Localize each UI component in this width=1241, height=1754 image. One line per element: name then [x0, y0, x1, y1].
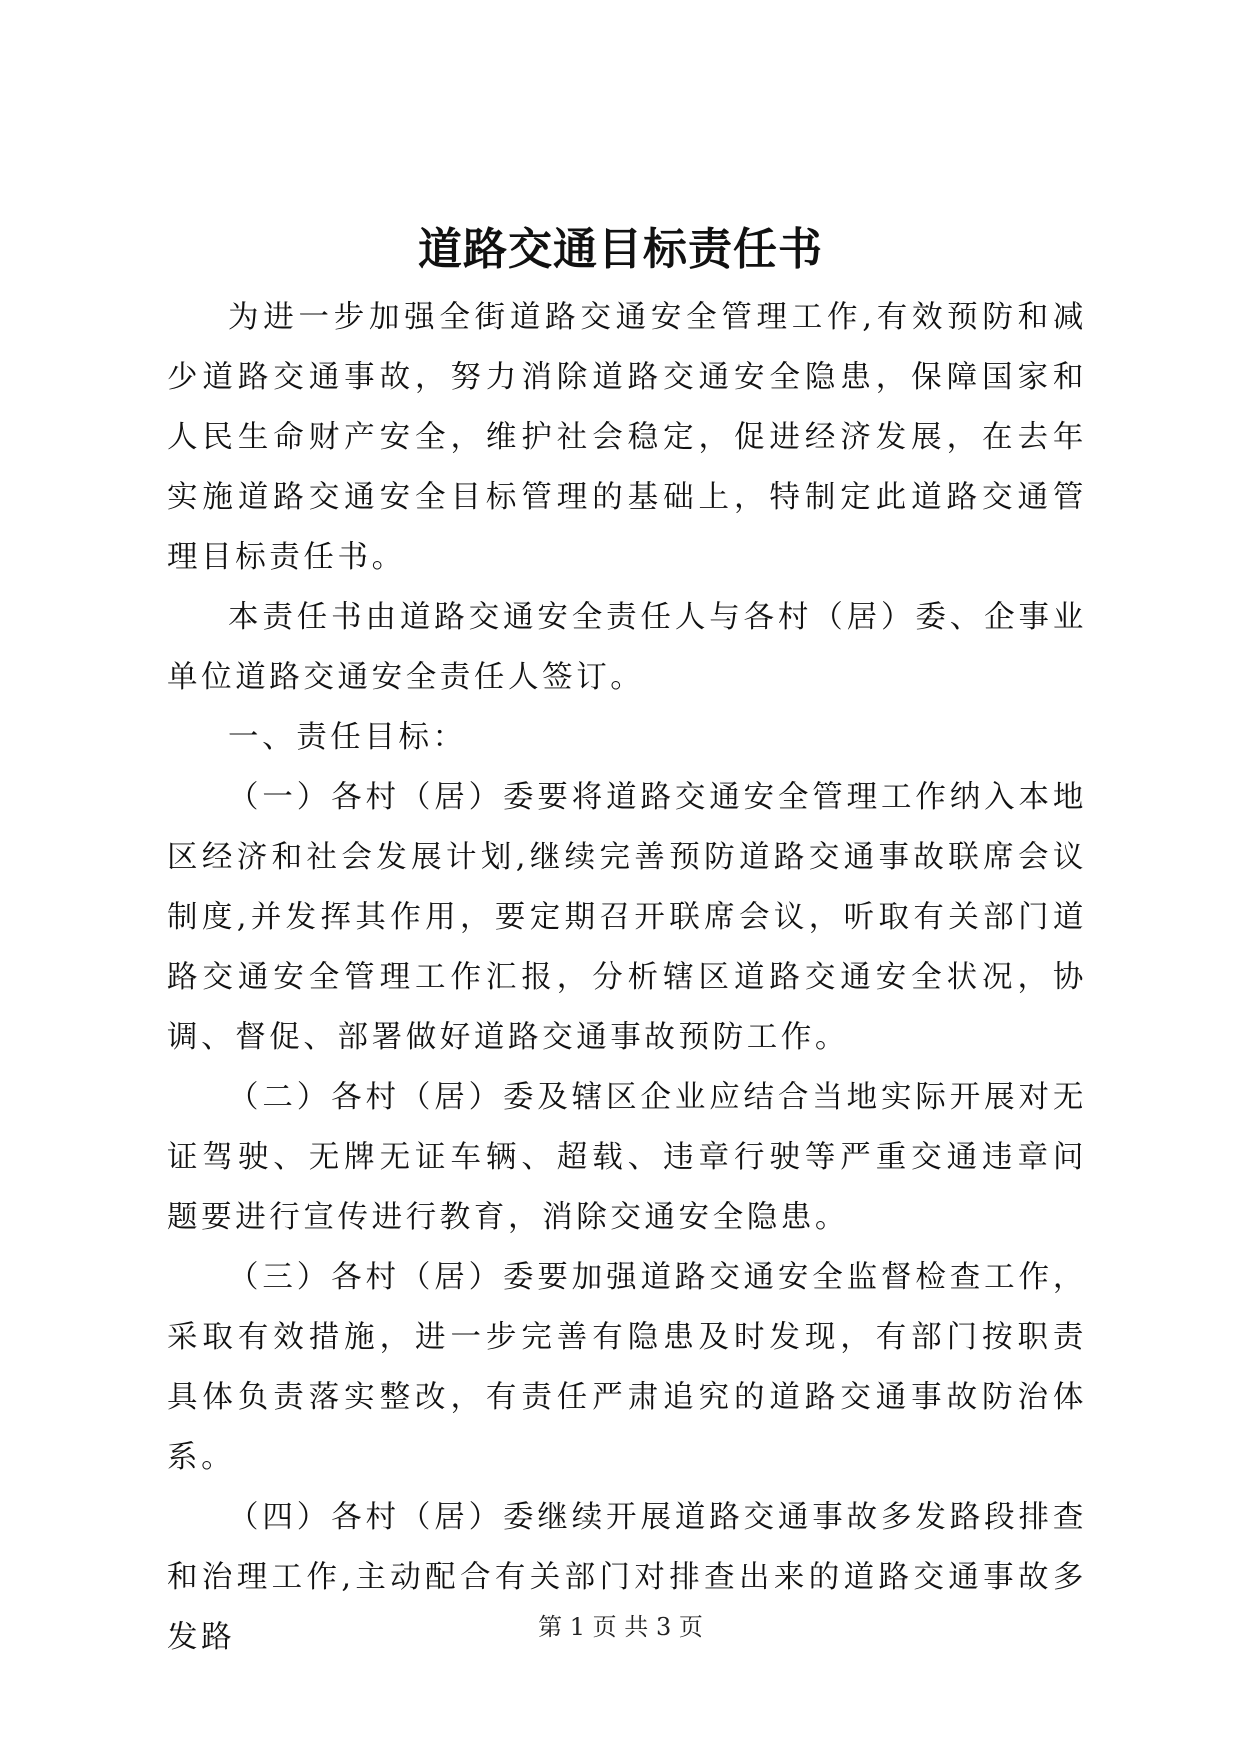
page-footer: 第 1 页 共 3 页	[538, 1613, 703, 1641]
paragraph-item-2: （二）各村（居）委及辖区企业应结合当地实际开展对无证驾驶、无牌无证车辆、超载、违章行驶等严重交通违章问题要进行宣传进行教育，消除交通安全隐患。	[167, 1080, 1087, 1235]
paragraph-signatories: 本责任书由道路交通安全责任人与各村（居）委、企事业单位道路交通安全责任人签订。	[167, 600, 1087, 695]
document-title: 道路交通目标责任书	[418, 224, 823, 275]
section-heading-responsibility-goals: 一、责任目标：	[228, 720, 467, 755]
paragraph-item-1: （一）各村（居）委要将道路交通安全管理工作纳入本地区经济和社会发展计划,继续完善预防道路交通事故联席会议制度,并发挥其作用，要定期召开联席会议，听取有关部门道路交通安全管理工作汇报，分析辖区道路交通安全状况，协调、督促、部署做好道路交通事故预防工作。	[167, 780, 1087, 1055]
paragraph-item-4: （四）各村（居）委继续开展道路交通事故多发路段排查和治理工作,主动配合有关部门对排查出来的道路交通事故多发路	[167, 1500, 1087, 1655]
paragraph-item-3: （三）各村（居）委要加强道路交通安全监督检查工作，采取有效措施，进一步完善有隐患及时发现，有部门按职责具体负责落实整改，有责任严肃追究的道路交通事故防治体系。	[167, 1260, 1087, 1475]
paragraph-intro: 为进一步加强全街道路交通安全管理工作,有效预防和减少道路交通事故，努力消除道路交通安全隐患，保障国家和人民生命财产安全，维护社会稳定，促进经济发展，在去年实施道路交通安全目标管理的基础上，特制定此道路交通管理目标责任书。	[167, 300, 1087, 575]
document-body	[167, 288, 1087, 1668]
